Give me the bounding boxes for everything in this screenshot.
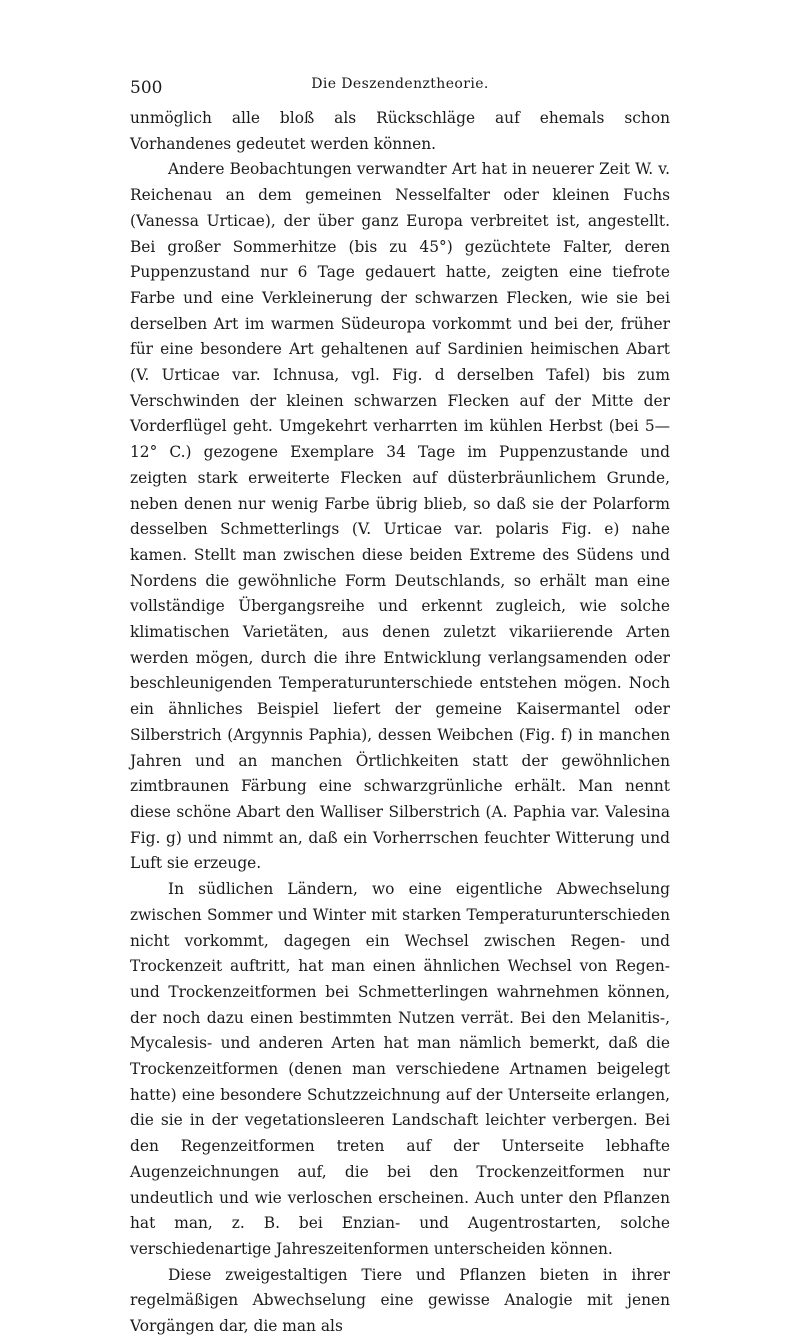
paragraph-reichenau-observations: Andere Beobachtungen verwandter Art hat in neuerer Zeit W. v. Reichenau an dem gemeinen Nesselfalter oder kleinen Fuchs (Vanessa Urticae), der über ganz Europa verbreitet ist, angestellt. Bei großer Sommerhitze (bis zu 45°) gezüchtete Falter, deren Puppenzustand nur 6 Tage gedauert hatte, zeigten eine tiefrote Farbe und eine Verkleinerung der schwarzen Flecken, wie sie bei derselben Art im warmen Südeuropa vorkommt und bei der, früher für eine besondere Art gehaltenen auf Sardinien heimischen Abart (V. Urticae var. Ichnusa, vgl. Fig. d derselben Tafel) bis zum Verschwinden der kleinen schwarzen Flecken auf der Mitte der Vorderflügel geht. Umgekehrt verharrten im kühlen Herbst (bei 5—12° C.) gezogene Exemplare 34 Tage im Puppenzustande und zeigten stark erweiterte Flecken auf düsterbräunlichem Grunde, neben denen nur wenig Farbe übrig blieb, so daß sie der Polarform desselben Schmetterlings (V. Urticae var. polaris Fig. e) nahe kamen. Stellt man zwischen diese beiden Extreme des Südens und Nordens die gewöhnliche Form Deutschlands, so erhält man eine vollständige Übergangsreihe und erkennt zugleich, wie solche klimatischen Varietäten, aus denen zuletzt vikariierende Arten werden mögen, durch die ihre Entwicklung verlangsamenden oder beschleunigenden Temperaturunterschiede entstehen mögen. Noch ein ähnliches Beispiel liefert der gemeine Kaisermantel oder Silberstrich (Argynnis Paphia), dessen Weibchen (Fig. f) in manchen Jahren und an manchen Örtlichkeiten statt der gewöhnlichen zimtbraunen Färbung eine schwarzgrünliche erhält. Man nennt diese schöne Abart den Walliser Silberstrich (A. Paphia var. Valesina Fig. g) und nimmt an, daß ein Vorherrschen feuchter Witterung und Luft sie erzeuge. xyxy=(130,160,670,873)
paragraph-continuation: unmöglich alle bloß als Rückschläge auf ehemals schon Vorhandenes gedeutet werden können. xyxy=(130,109,670,153)
body-text xyxy=(130,106,670,1340)
page-number: 500 xyxy=(130,78,163,98)
book-page xyxy=(130,72,670,1340)
running-title: Die Deszendenztheorie. xyxy=(311,76,489,92)
paragraph-seasonal-forms: In südlichen Ländern, wo eine eigentliche Abwechselung zwischen Sommer und Winter mit starken Temperaturunterschieden nicht vorkommt, dagegen ein Wechsel zwischen Regen- und Trockenzeit auftritt, hat man einen ähnlichen Wechsel von Regen- und Trockenzeitformen bei Schmetterlingen wahrnehmen können, der noch dazu einen bestimmten Nutzen verrät. Bei den Melanitis-, Mycalesis- und anderen Arten hat man nämlich bemerkt, daß die Trockenzeitformen (denen man verschiedene Artnamen beigelegt hatte) eine besondere Schutzzeichnung auf der Unterseite erlangen, die sie in der vegetationsleeren Landschaft leichter verbergen. Bei den Regenzeitformen treten auf der Unterseite lebhafte Augenzeichnungen auf, die bei den Trockenzeitformen nur undeutlich und wie verloschen erscheinen. Auch unter den Pflanzen hat man, z. B. bei Enzian- und Augentrostarten, solche verschiedenartige Jahreszeitenformen unterscheiden können. xyxy=(130,880,670,1258)
paragraph-dimorphic-analogy: Diese zweigestaltigen Tiere und Pflanzen bieten in ihrer regelmäßigen Abwechselung eine gewisse Analogie mit jenen Vorgängen dar, die man als xyxy=(130,1265,670,1336)
page-header xyxy=(130,72,670,98)
